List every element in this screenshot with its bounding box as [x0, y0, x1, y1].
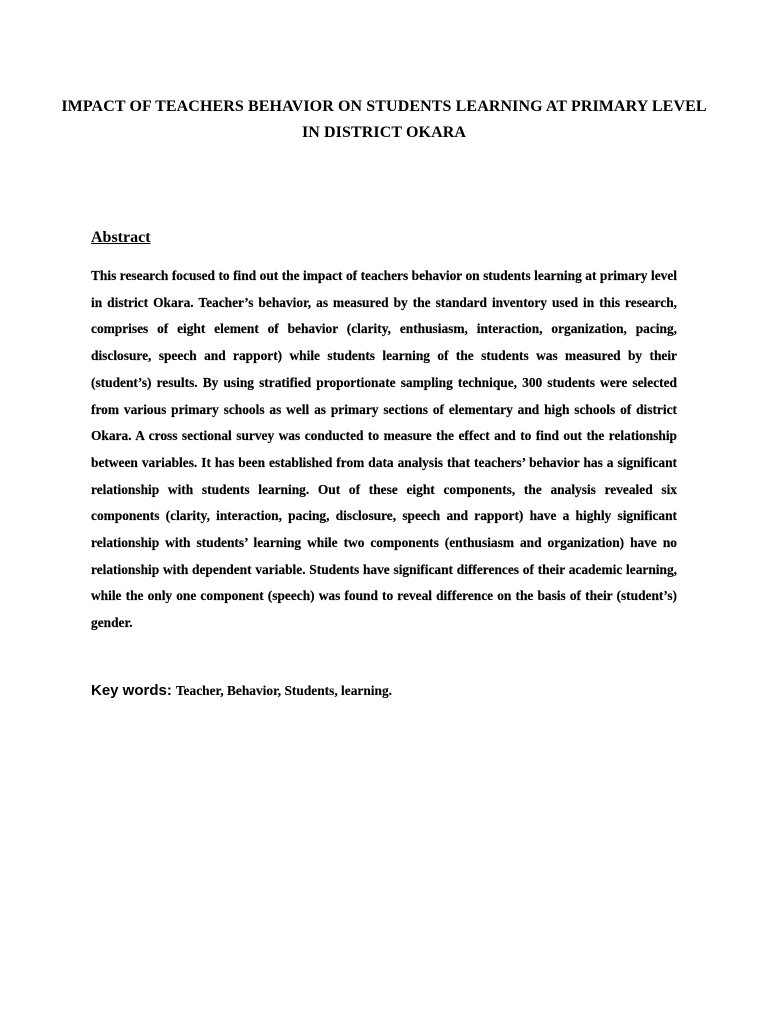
abstract-heading: Abstract — [91, 229, 151, 246]
keywords-text: Teacher, Behavior, Students, learning. — [175, 683, 392, 698]
paper-title: IMPACT OF TEACHERS BEHAVIOR ON STUDENTS LEARNING AT PRIMARY LEVEL IN DISTRICT OKARA — [61, 98, 707, 141]
keywords-line — [91, 680, 677, 702]
keywords-label: Key words: — [91, 682, 172, 699]
abstract-paragraph: This research focused to find out the impact of teachers behavior on students learning at primary level in district Okara. Teacher’s behavior, as measured by the standard inventory used in this research, comprises of eight element of behavior (clarity, enthusiasm, interaction, organization, pacing, disclosure, speech and rapport) while students learning of the students was measured by their (student’s) results. By using stratified proportionate sampling technique, 300 students were selected from various primary schools as well as primary sections of elementary and high schools of district Okara. A cross sectional survey was conducted to measure the effect and to find out the relationship between variables. It has been established from data analysis that teachers’ behavior has a significant relationship with students learning. Out of these eight components, the analysis revealed six components (clarity, interaction, pacing, disclosure, speech and rapport) have a highly significant relationship with students’ learning while two components (enthusiasm and organization) have no relationship with dependent variable. Students have significant differences of their academic learning, while the only one component (speech) was found to reveal difference on the basis of their (student’s) gender. — [91, 268, 677, 631]
